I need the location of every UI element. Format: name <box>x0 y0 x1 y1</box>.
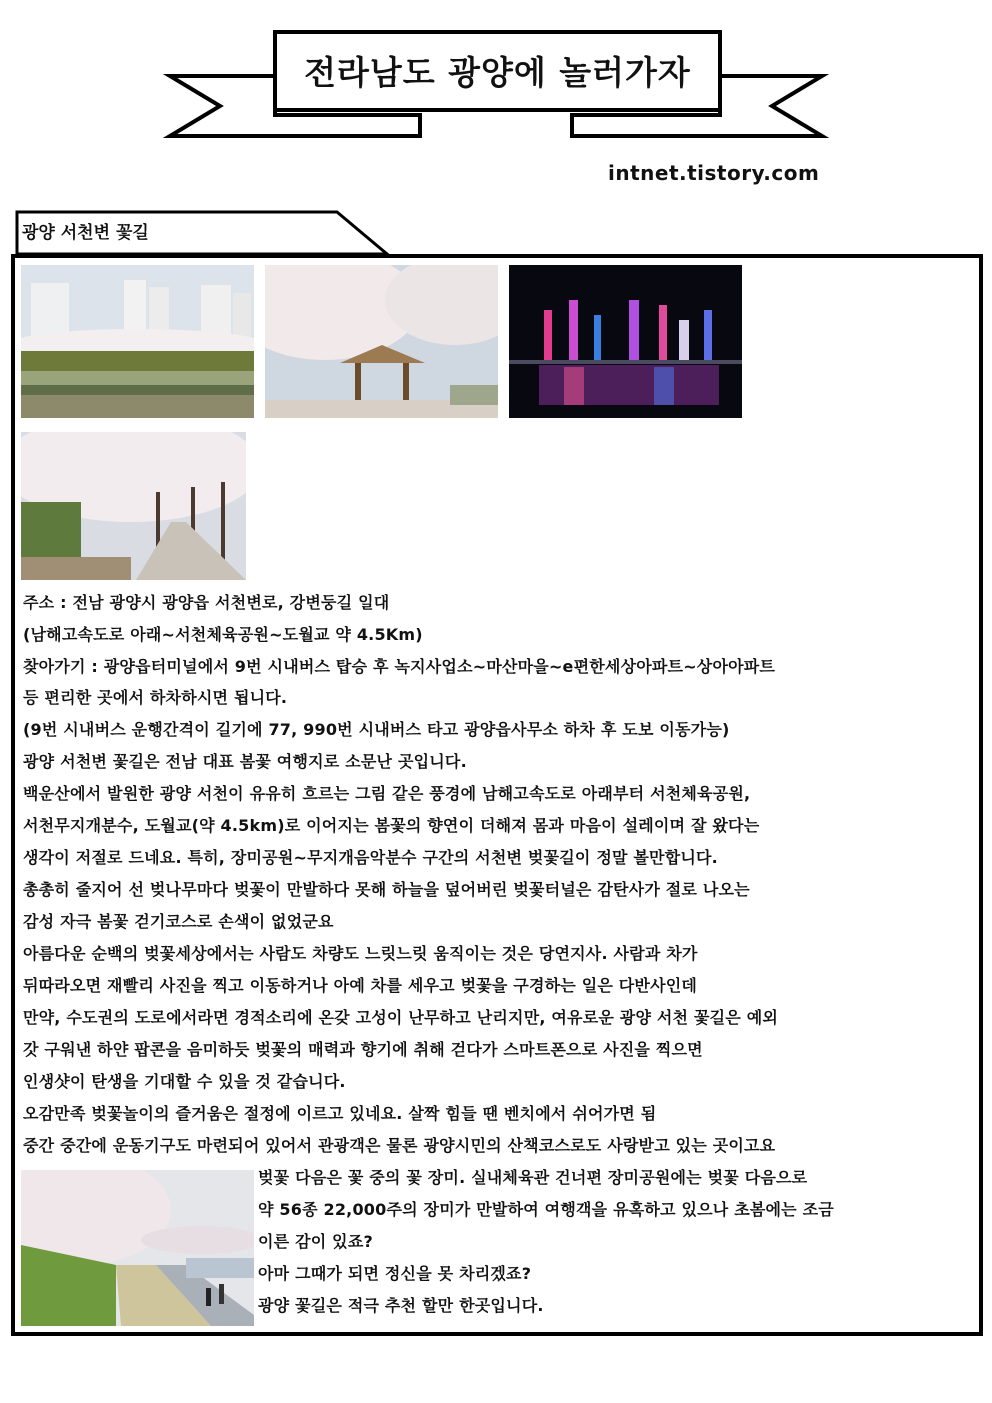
site-url: intnet.tistory.com <box>608 161 820 185</box>
riverside-path-photo <box>21 1170 254 1326</box>
body-line: 등 편리한 곳에서 하차하시면 됩니다. <box>23 688 288 707</box>
address-line: 주소 : 전남 광양시 광양읍 서천변로, 강변둥길 일대 <box>23 593 390 612</box>
section-tab-label: 광양 서천변 꽃길 <box>22 223 149 243</box>
side-line: 아마 그때가 되면 정신을 못 차리겠죠? <box>258 1264 532 1283</box>
body-line: 생각이 저절로 드네요. 특히, 장미공원~무지개음악분수 구간의 서천변 벚꽃길이 정말 볼만합니다. <box>23 848 718 867</box>
body-line: 백운산에서 발원한 광양 서천이 유유히 흐르는 그림 같은 풍경에 남해고속도로 아래부터 서천체육공원, <box>23 784 751 803</box>
body-line: 중간 중간에 운동기구도 마련되어 있어서 관광객은 물론 광양시민의 산책코스로도 사랑받고 있는 곳이고요 <box>23 1136 776 1155</box>
side-line: 약 56종 22,000주의 장미가 만발하여 여행객을 유혹하고 있으나 초봄에는 조금 <box>258 1200 834 1219</box>
page-title: 전라남도 광양에 놀러가자 <box>304 52 691 92</box>
apartments-riverbank-photo <box>21 265 254 418</box>
body-line: 광양 서천변 꽃길은 전남 대표 봄꽃 여행지로 소문난 곳입니다. <box>23 752 467 771</box>
body-line: 아름다운 순백의 벚꽃세상에서는 사람도 차량도 느릿느릿 움직이는 것은 당연지사. 사람과 차가 <box>23 944 698 963</box>
body-line: 인생샷이 탄생을 기대할 수 있을 것 같습니다. <box>23 1072 346 1091</box>
body-line: 서천무지개분수, 도월교(약 4.5km)로 이어지는 봄꽃의 향연이 더해져 몸과 마음이 설레이며 잘 왔다는 <box>23 816 760 835</box>
side-line: 벚꽃 다음은 꽃 중의 꽃 장미. 실내체육관 건너편 장미공원에는 벚꽃 다음으로 <box>258 1168 808 1187</box>
cherry-blossom-pavilion-photo <box>265 265 498 418</box>
side-line: 이른 감이 있죠? <box>258 1232 373 1251</box>
night-fountain-photo <box>509 265 742 418</box>
body-line: (9번 시내버스 운행간격이 길기에 77, 990번 시내버스 타고 광양읍사무소 하차 후 도보 이동가능) <box>23 720 730 739</box>
body-line: 뒤따라오면 재빨리 사진을 찍고 이동하거나 아예 차를 세우고 벚꽃을 구경하는 일은 다반사인데 <box>23 976 698 995</box>
body-line: (남해고속도로 아래~서천체육공원~도월교 약 4.5Km) <box>23 625 423 644</box>
body-line: 오감만족 벚꽃놀이의 즐거움은 절정에 이르고 있네요. 살짝 힘들 땐 벤치에서 쉬어가면 됨 <box>23 1104 657 1123</box>
side-line: 광양 꽃길은 적극 추천 할만 한곳입니다. <box>258 1296 544 1315</box>
body-line: 갓 구워낸 하얀 팝콘을 음미하듯 벚꽃의 매력과 향기에 취해 걷다가 스마트폰으로 사진을 찍으면 <box>23 1040 703 1059</box>
body-line: 총총히 줄지어 선 벚나무마다 벚꽃이 만발하다 못해 하늘을 덮어버린 벚꽃터널은 감탄사가 절로 나오는 <box>23 880 750 899</box>
cherry-tree-path-photo <box>21 432 246 580</box>
body-line: 감성 자극 봄꽃 걷기코스로 손색이 없었군요 <box>23 912 334 931</box>
directions-line: 찾아가기 : 광양읍터미널에서 9번 시내버스 탑승 후 녹지사업소~마산마을~e편한세상아파트~상아아파트 <box>23 657 776 676</box>
body-line: 만약, 수도권의 도로에서라면 경적소리에 온갖 고성이 난무하고 난리지만, 여유로운 광양 서천 꽃길은 예외 <box>23 1008 779 1027</box>
